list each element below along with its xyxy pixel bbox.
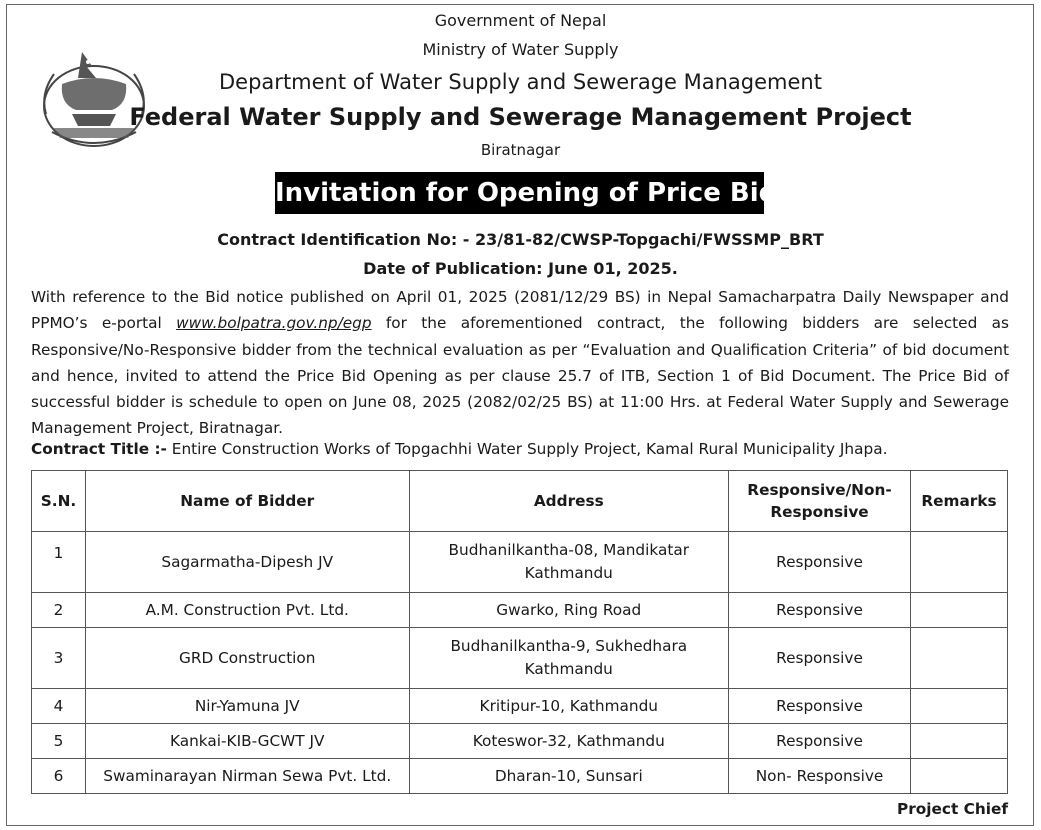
cell-status: Responsive — [729, 724, 911, 759]
header-sn: S.N. — [32, 471, 86, 532]
cell-status: Non- Responsive — [729, 759, 911, 794]
cell-address: Budhanilkantha-9, Sukhedhara Kathmandu — [409, 628, 729, 689]
cell-address: Gwarko, Ring Road — [409, 593, 729, 628]
cell-sn: 3 — [32, 628, 86, 689]
cell-sn: 1 — [32, 532, 86, 593]
header-address: Address — [409, 471, 729, 532]
cell-sn: 2 — [32, 593, 86, 628]
cell-status: Responsive — [729, 628, 911, 689]
contract-identification: Contract Identification No: - 23/81-82/CWSP-Topgachi/FWSSMP_BRT — [217, 230, 824, 249]
nepal-government-emblem-icon — [32, 44, 156, 156]
cell-remarks — [910, 689, 1007, 724]
notice-text-part2: for the aforementioned contract, the following bidders are selected as Responsive/No-Responsive bidder from the technical evaluation as per “Evaluation and Qualification Criteria” of bid document and hence, invited to attend the Price Bid Opening as per clause 25.7 of ITB, Section 1 of Bid Document. The Price Bid of successful bidder is schedule to open on June 08, 2025 (2082/02/25 BS) at 11:00 Hrs. at Federal Water Supply and Sewerage Management Project, Biratnagar. — [31, 314, 1009, 438]
cell-address: Kritipur-10, Kathmandu — [409, 689, 729, 724]
cell-remarks — [910, 593, 1007, 628]
project-name: Federal Water Supply and Sewerage Management Project — [129, 103, 912, 131]
bidders-table — [31, 470, 1008, 794]
header-remarks: Remarks — [910, 471, 1007, 532]
ministry-name: Ministry of Water Supply — [422, 40, 619, 59]
department-name: Department of Water Supply and Sewerage Management — [219, 70, 822, 94]
cell-status: Responsive — [729, 689, 911, 724]
table-row — [32, 628, 1008, 689]
contract-title — [31, 436, 1009, 462]
notice-title-banner: Invitation for Opening of Price Bids — [275, 172, 764, 214]
cell-remarks — [910, 532, 1007, 593]
table-row — [32, 759, 1008, 794]
cell-address: Budhanilkantha-08, Mandikatar Kathmandu — [409, 532, 729, 593]
notice-text-part1: With reference to the Bid notice published on April 01, 2025 (2081/12/29 BS) in Nepal Samacharpatra Daily Newspaper and PPMO’s e-portal — [31, 288, 1009, 333]
cell-bidder-name: GRD Construction — [85, 628, 409, 689]
cell-status: Responsive — [729, 593, 911, 628]
location: Biratnagar — [480, 141, 561, 159]
publication-date: Date of Publication: June 01, 2025. — [363, 259, 678, 278]
cell-bidder-name: Swaminarayan Nirman Sewa Pvt. Ltd. — [85, 759, 409, 794]
cell-remarks — [910, 628, 1007, 689]
cell-sn: 5 — [32, 724, 86, 759]
cell-sn: 4 — [32, 689, 86, 724]
notice-paragraph — [31, 284, 1009, 442]
cell-remarks — [910, 724, 1007, 759]
cell-bidder-name: Sagarmatha-Dipesh JV — [85, 532, 409, 593]
table-row — [32, 532, 1008, 593]
contract-title-label: Contract Title :- — [31, 440, 167, 458]
table-row — [32, 724, 1008, 759]
cell-address: Dharan-10, Sunsari — [409, 759, 729, 794]
government-name: Government of Nepal — [434, 11, 607, 30]
header-bidder-name: Name of Bidder — [85, 471, 409, 532]
table-header-row — [32, 471, 1008, 532]
cell-bidder-name: Nir-Yamuna JV — [85, 689, 409, 724]
signature-project-chief: Project Chief — [897, 800, 1008, 818]
cell-status: Responsive — [729, 532, 911, 593]
table-row — [32, 689, 1008, 724]
cell-sn: 6 — [32, 759, 86, 794]
contract-title-value: Entire Construction Works of Topgachhi Water Supply Project, Kamal Rural Municipality Jhapa. — [166, 440, 888, 458]
header-status: Responsive/Non-Responsive — [729, 471, 911, 532]
cell-bidder-name: A.M. Construction Pvt. Ltd. — [85, 593, 409, 628]
cell-address: Koteswor-32, Kathmandu — [409, 724, 729, 759]
cell-bidder-name: Kankai-KIB-GCWT JV — [85, 724, 409, 759]
table-row — [32, 593, 1008, 628]
e-portal-link[interactable]: www.bolpatra.gov.np/egp — [176, 314, 372, 333]
cell-remarks — [910, 759, 1007, 794]
